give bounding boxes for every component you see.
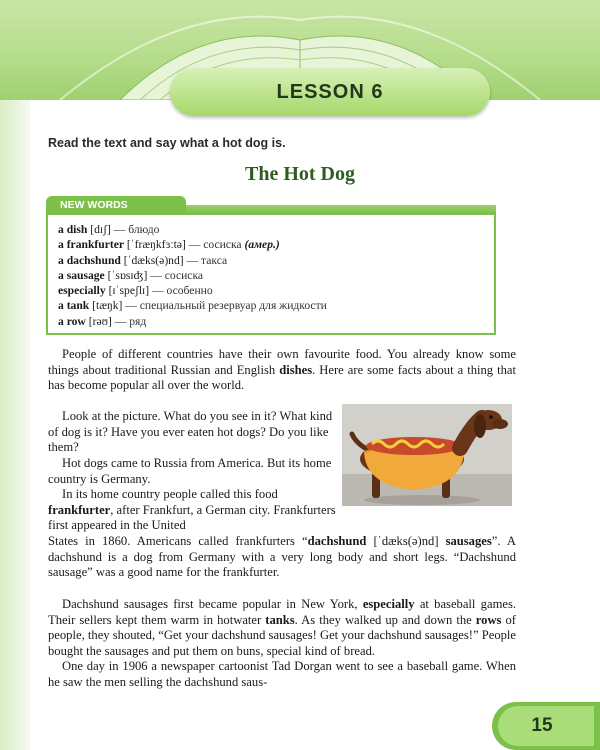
hot-dog-dachshund-photo [342, 404, 512, 506]
keyword: especially [362, 597, 415, 611]
paragraph-4a [48, 487, 338, 534]
keyword: rows [475, 612, 502, 627]
keyword: dishes [279, 362, 313, 377]
vocab-translation: — такса [186, 253, 228, 267]
new-words-bar [186, 205, 496, 213]
text-run: of people, they shouted, “Get your dachshund sausages! Get your dachshund sausages!” People bought the sausages and put them on buns, special kind of bread. [48, 612, 516, 658]
vocab-word: a dachshund [58, 253, 121, 267]
vocab-translation: — особенно [152, 284, 213, 298]
paragraph-5 [48, 597, 516, 659]
vocab-item [58, 298, 484, 313]
paragraph-4b [48, 534, 516, 581]
new-words-box [46, 213, 496, 335]
paragraph-6: One day in 1906 a newspaper cartoonist Tad Dorgan went to see a baseball game. When he saw the men selling the dachshund saus- [48, 659, 516, 689]
text-run: . As they walked up and down the [294, 612, 476, 627]
paragraph-1 [48, 347, 516, 394]
vocab-item [58, 268, 484, 283]
new-words-header: NEW WORDS [60, 198, 128, 211]
vocab-item [58, 253, 484, 268]
text-run: In its home country people called this food [62, 487, 278, 501]
page-number-badge [492, 702, 600, 750]
text-run: States in 1860. Americans called frankfurters “ [48, 534, 308, 548]
vocab-word: a frankfurter [58, 238, 125, 252]
instruction-text: Read the text and say what a hot dog is. [48, 136, 286, 150]
text-run: [ˈdæks(ə)nd] [366, 534, 446, 548]
vocab-transcription: [ˈdæks(ə)nd] [123, 253, 184, 267]
lesson-label: LESSON 6 [276, 80, 384, 103]
vocab-item [58, 314, 484, 329]
vocab-transcription: [ɪˈspeʃlɪ] [108, 284, 150, 298]
keyword: dachshund [307, 534, 367, 548]
keyword: tanks [265, 612, 295, 627]
keyword: frankfurter [48, 502, 111, 517]
vocab-note: (амер.) [244, 238, 280, 252]
vocab-translation: — специальный резервуар для жидкости [125, 299, 327, 313]
vocab-transcription: [rəʊ] [88, 314, 112, 328]
paragraph-2: Look at the picture. What do you see in it? What kind of dog is it? Have you ever eaten hot dogs? Do you like them? [48, 409, 333, 455]
keyword: sausages [445, 534, 492, 548]
vocab-word: a sausage [58, 268, 105, 282]
vocab-translation: — блюдо [113, 223, 160, 236]
vocab-item [58, 237, 484, 252]
vocab-transcription: [dɪʃ] [90, 223, 111, 236]
text-run: Dachshund sausages first became popular in New York, [62, 597, 363, 611]
vocab-word: especially [58, 284, 106, 298]
text-title: The Hot Dog [245, 163, 355, 185]
text-run: ”. A dachshund is a dog from Germany with a very long body and short legs. “Dachshund sausage” was a good name for the frankfurter. [48, 534, 516, 580]
vocab-word: a row [58, 314, 86, 328]
text-run: People of different countries have their own favourite food. You already know some things about traditional Russian and English [48, 347, 516, 377]
vocab-word: a tank [58, 299, 90, 313]
page-number: 15 [531, 715, 553, 736]
vocab-translation: — ряд [114, 314, 147, 328]
vocab-word: a dish [58, 223, 88, 236]
vocab-item [58, 283, 484, 298]
vocab-transcription: [ˈsɒsɪʤ] [107, 268, 148, 282]
vocab-translation: — сосиска [150, 268, 204, 282]
new-words-tab [46, 196, 186, 213]
lesson-heading [170, 68, 490, 116]
dachshund-hotdog-illustration [342, 404, 512, 506]
vocab-transcription: [ˈfræŋkfɜːtə] [126, 238, 186, 252]
paragraph-3: Hot dogs came to Russia from America. But its home country is Germany. [48, 456, 332, 486]
text-run: . Here are some facts about a thing that has become popular all over the world. [48, 362, 516, 393]
text-run: at baseball games. Their sellers kept them warm in hotwater [48, 597, 516, 627]
vocab-item [58, 222, 484, 237]
vocab-transcription: [tæŋk] [92, 299, 123, 313]
vocab-translation: — сосиска [188, 238, 242, 252]
page-left-edge [0, 100, 30, 750]
text-run: , after Frankfurt, a German city. Frankfurters first appeared in the United [48, 502, 336, 533]
